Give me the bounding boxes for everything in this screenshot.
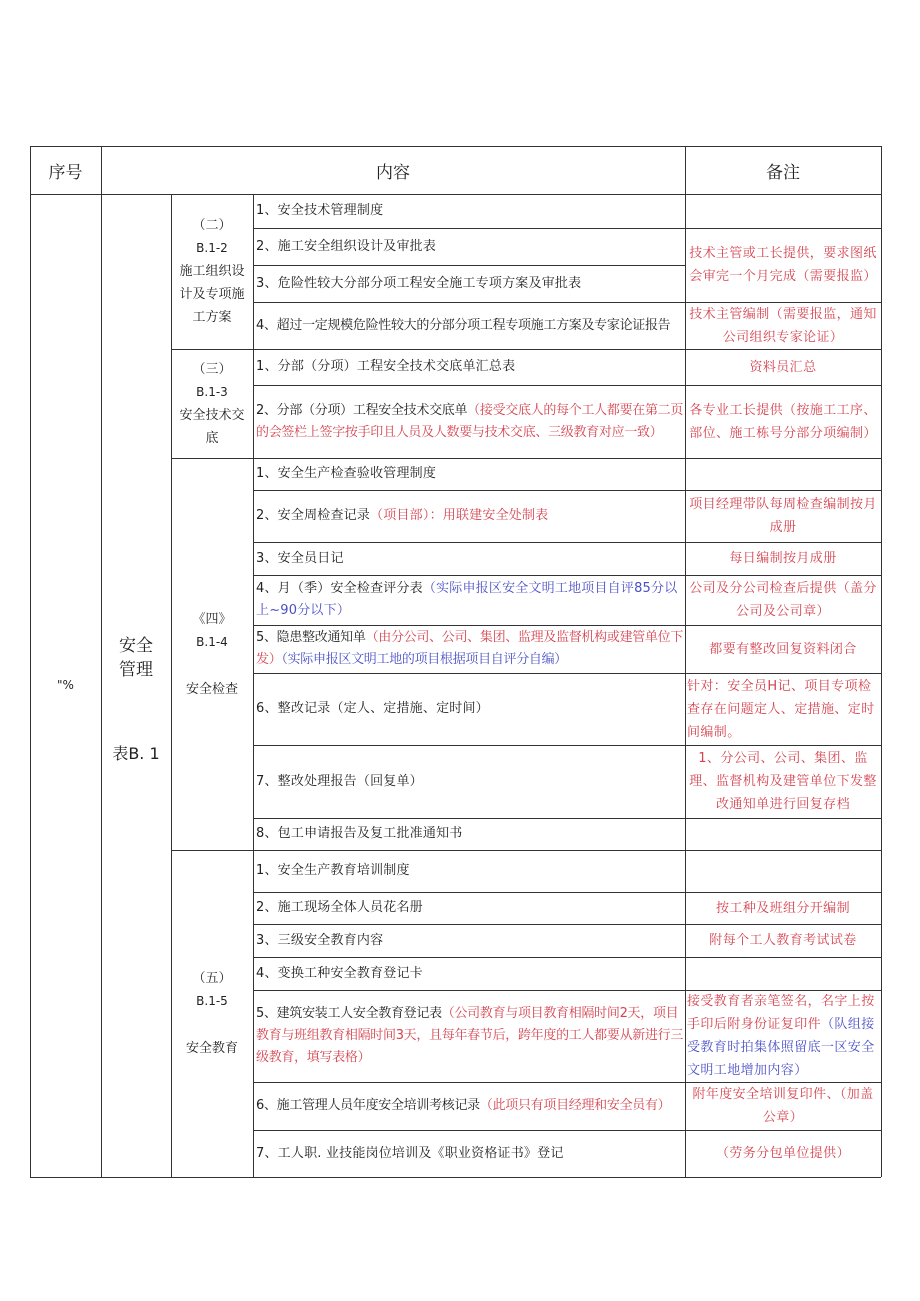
remark-text: 技术主管编制（需要报监，通知公司组织专家论证） [689, 306, 877, 345]
remark-cell [685, 490, 881, 542]
group-num: （三） [192, 361, 232, 377]
remark-text: 接受教育者亲笔签名，名字上按手印后附身份证复印件 [687, 994, 875, 1032]
row-text-wrap [256, 860, 685, 882]
row-text: 5、建筑安装工人安全教育登记表 [256, 1006, 442, 1021]
content-row [253, 673, 685, 745]
row-text: 2、施工安全组织设计及审批表 [256, 238, 437, 254]
content-row [253, 818, 685, 850]
remark-cell [685, 1130, 881, 1177]
remark-cell [685, 990, 881, 1082]
row-text: 7、工人职. 业技能岗位培训及《职业资格证书》登记 [256, 1145, 564, 1161]
remark-separator [685, 957, 881, 958]
row-text-wrap [256, 1143, 685, 1165]
category-line2: 管理 [119, 659, 153, 680]
row-text: 4、变换工种安全教育登记卡 [256, 965, 423, 981]
content-row [253, 194, 685, 228]
header-content [101, 146, 685, 194]
remark-cell [685, 625, 881, 673]
content-row [253, 850, 685, 892]
header-content-label: 内容 [376, 162, 410, 183]
header-remark [685, 146, 881, 194]
remark-cell [685, 349, 881, 385]
content-row [253, 575, 685, 625]
category-table-label: 表B. 1 [112, 743, 160, 763]
remark-text: 公司及分公司检查后提供（盖分公司及公司章） [689, 581, 877, 619]
content-row [253, 990, 685, 1082]
remark-cell [685, 542, 881, 575]
remark-cell [685, 385, 881, 458]
content-row [253, 625, 685, 673]
group-b1-5 [171, 850, 253, 1177]
row-text: 1、安全技术管理制度 [256, 203, 384, 218]
row-text-wrap [256, 823, 685, 845]
row-text: 1、安全生产检查验收管理制度 [256, 466, 437, 481]
row-text: 3、安全员日记 [256, 550, 344, 566]
content-row [253, 745, 685, 818]
table-border-bottom [30, 1177, 881, 1178]
row-text: 3、危险性较大分部分项工程安全施工专项方案及审批表 [256, 275, 582, 291]
row-text-wrap [256, 273, 685, 295]
group-title: 安全教育 [185, 1041, 238, 1056]
row-text-wrap [256, 400, 685, 444]
group-code: B.1-5 [196, 994, 228, 1008]
row-text-wrap [256, 356, 685, 378]
row-text-wrap [256, 315, 685, 337]
content-row [253, 385, 685, 458]
group-code: B.1-2 [196, 241, 228, 255]
header-seq [30, 146, 101, 194]
row-text: 2、安全周检查记录 [256, 508, 371, 523]
row-text: 1、安全生产教育培训制度 [256, 863, 410, 878]
group-num: （五） [192, 971, 232, 986]
remark-text: 附年度安全培训复印件、（加盖公章） [692, 1087, 874, 1125]
row-red-note: （由分公司、公司、集团、监理及监督机构或建管单位下发） [256, 630, 684, 667]
row-blue-note: （实际申报区安全文明工地项目自评85分以上~90分以下） [256, 581, 678, 618]
remark-cell [685, 673, 881, 745]
row-text: 1、分部（分项）工程安全技术交底单汇总表 [256, 359, 516, 374]
group-title: 安全检查 [185, 681, 238, 697]
remark-text: （劳务分包单位提供） [715, 1146, 850, 1161]
content-row [253, 542, 685, 575]
remark-cell [685, 745, 881, 818]
category-cell [101, 194, 171, 1177]
row-text: 4、月（季）安全检查评分表 [256, 581, 423, 596]
row-text-wrap [256, 463, 685, 485]
table-border-right [881, 146, 882, 1177]
row-red-note: （接受交底人的每个工人都要在第二页的会签栏上签字按手印且人员及人数要与技术交底、三级教育对应一致） [256, 402, 684, 440]
row-text: 8、包工申请报告及复工批准通知书 [256, 826, 463, 841]
remark-text: 附每个工人教育考试试卷 [709, 933, 857, 948]
row-text-wrap [256, 1095, 685, 1117]
row-text-wrap [256, 963, 685, 985]
row-text-wrap [256, 236, 685, 258]
remark-cell [685, 892, 881, 924]
content-row [253, 302, 685, 349]
seq-mark [30, 194, 101, 1177]
row-blue-note: （实际申报区文明工地的项目根据项目自评分自编） [281, 652, 568, 667]
group-num: （二） [192, 218, 232, 233]
row-text-wrap [256, 200, 685, 222]
group-code: B.1-3 [196, 384, 228, 399]
remark-cell [685, 302, 881, 349]
row-text: 6、整改记录（定人、定措施、定时间） [256, 701, 489, 716]
row-text: 2、施工现场全体人员花名册 [256, 900, 423, 915]
remark-text: 技术主管或工长提供，要求图纸会审完一个月完成（需要报监） [689, 246, 877, 284]
content-row [253, 957, 685, 990]
group-b1-3 [171, 349, 253, 458]
remark-text: 项目经理带队每周检查编制按月成册 [689, 497, 877, 535]
content-row [253, 924, 685, 957]
remark-text-wrap [687, 990, 879, 1082]
content-row [253, 892, 685, 924]
remark-text: 都要有整改回复资料闭合 [709, 641, 857, 657]
category-line1: 安全 [119, 635, 153, 656]
row-red-note: （此项只有项目经理和安全员有） [479, 1098, 671, 1113]
remark-cell [685, 228, 881, 302]
remark-text: 每日编制按月成册 [729, 551, 837, 566]
row-text-wrap [256, 505, 685, 527]
row-red-note: （项目部）：用联建安全处制表 [370, 508, 549, 523]
row-text-wrap [256, 1003, 685, 1069]
row-text: 4、超过一定规模危险性较大的分部分项工程专项施工方案及专家论证报告 [256, 317, 671, 333]
content-row [253, 490, 685, 542]
row-text: 7、整改处理报告（回复单） [256, 773, 423, 789]
content-row [253, 1082, 685, 1130]
remark-cell [685, 1082, 881, 1130]
content-row [253, 349, 685, 385]
row-text-wrap [256, 698, 685, 720]
remark-blue-note: （队组接受教育时拍集体照留底一区安全文明工地增加内容） [687, 1017, 875, 1078]
remark-text: 针对：安全员H记、项目专项检查存在问题定人、定措施、定时间编制。 [687, 678, 875, 740]
row-text-wrap [256, 578, 685, 622]
remark-text: 按工种及班组分开编制 [715, 900, 850, 916]
row-text: 5、隐患整改通知单 [256, 630, 366, 645]
content-row [253, 458, 685, 490]
content-row [253, 228, 685, 265]
header-seq-label: 序号 [48, 162, 83, 183]
remark-cell [685, 575, 881, 625]
remark-text: 资料员汇总 [749, 359, 817, 375]
content-row [253, 265, 685, 302]
remark-cell [685, 924, 881, 957]
remark-separator [685, 818, 881, 819]
row-text-wrap [256, 930, 685, 952]
row-text: 2、分部（分项）工程安全技术交底单 [256, 402, 468, 418]
group-title: 施工组织设计及专项施工方案 [179, 264, 245, 325]
group-title: 安全技术交底 [179, 407, 245, 446]
seq-mark-text: "% [57, 678, 74, 692]
remark-text: 1、分公司、公司、集团、监理、监督机构及建管单位下发整改通知单进行回复存档 [689, 751, 877, 812]
group-code: B.1-4 [196, 634, 228, 649]
group-b1-4 [171, 458, 253, 850]
row-text-wrap [256, 897, 685, 919]
group-num: 《四》 [192, 611, 232, 627]
remark-text: 各专业工长提供（按施工工序、部位、施工栋号分部分项编制） [689, 402, 877, 441]
row-text-wrap [256, 548, 685, 570]
row-red-note: （公司教育与项目教育相隔时间2天，项目教育与班组教育相隔时间3天，且每年春节后，跨年度的工人都要从新进行三级教育，填写表格） [256, 1006, 684, 1065]
header-remark-label: 备注 [766, 162, 800, 183]
row-text-wrap [256, 771, 685, 793]
row-text: 3、三级安全教育内容 [256, 932, 384, 948]
row-text-wrap [256, 627, 685, 671]
row-text: 6、施工管理人员年度安全培训考核记录 [256, 1098, 480, 1113]
group-b1-2 [171, 194, 253, 349]
content-row [253, 1130, 685, 1177]
